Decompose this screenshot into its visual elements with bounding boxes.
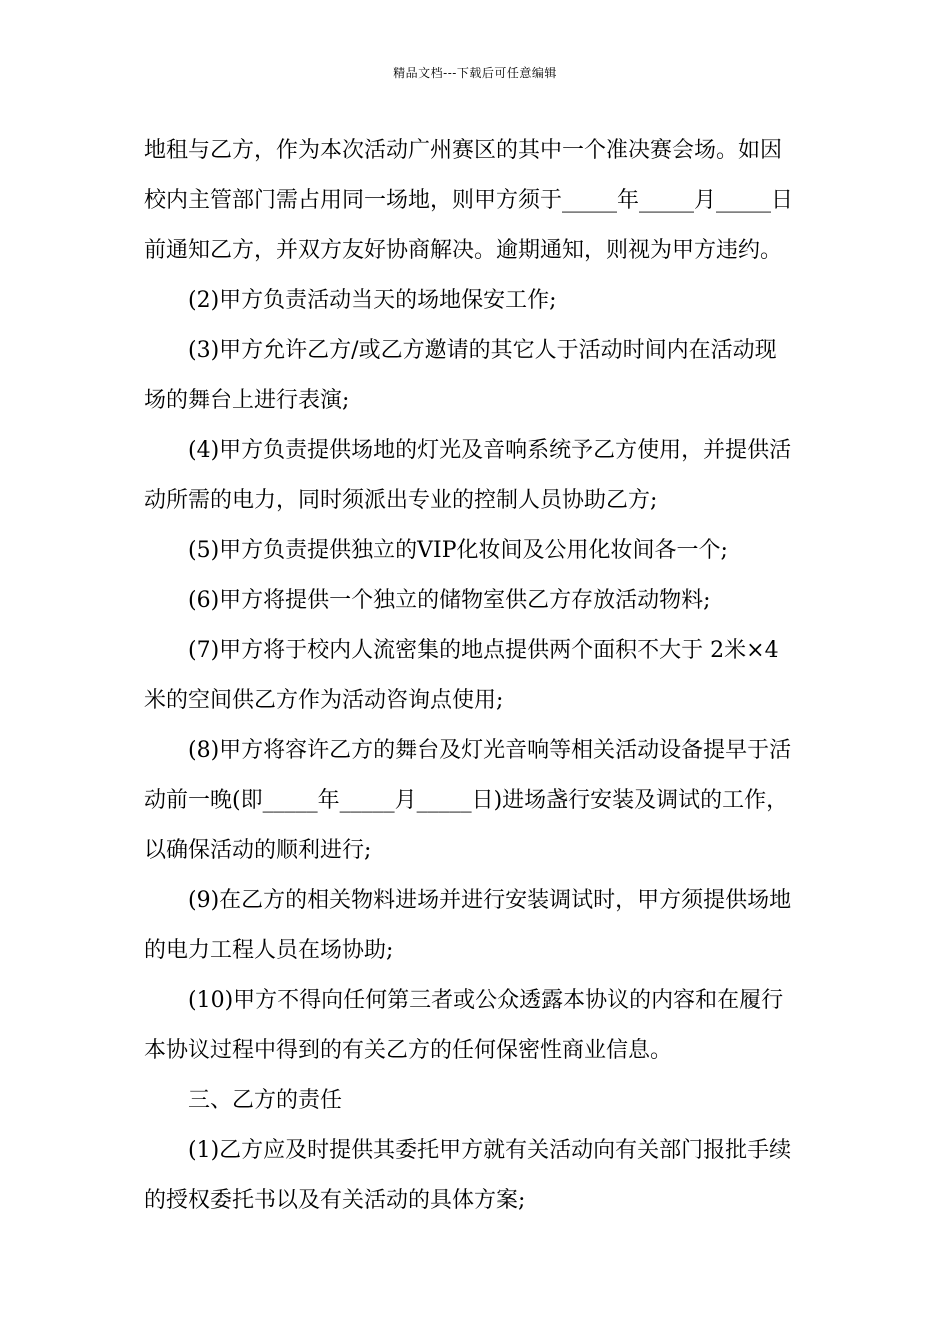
- clause-2-line-1: (2)甲方负责活动当天的场地保安工作;: [188, 288, 557, 313]
- clause-3-line-1: (3)甲方允许乙方/或乙方邀请的其它人于活动时间内在活动现: [188, 338, 777, 363]
- party-b-clause-1-line-2: 的授权委托书以及有关活动的具体方案;: [144, 1188, 526, 1213]
- text-line-2: 校内主管部门需占用同一场地，则甲方须于_____年_____月_____日: [144, 188, 794, 213]
- clause-6-line-1: (6)甲方将提供一个独立的储物室供乙方存放活动物料;: [188, 588, 711, 613]
- clause-8-line-2: 动前一晚(即_____年_____月_____日)进场盏行安装及调试的工作，: [144, 788, 789, 813]
- body-text: [144, 126, 806, 1226]
- clause-9-line-1: (9)在乙方的相关物料进场并进行安装调试时，甲方须提供场地: [188, 888, 792, 913]
- clause-9-line-2: 的电力工程人员在场协助;: [144, 938, 394, 963]
- text-line-1: 地租与乙方，作为本次活动广州赛区的其中一个准决赛会场。如因: [144, 138, 783, 163]
- clause-7-line-2: 米的空间供乙方作为活动咨询点使用;: [144, 688, 504, 713]
- clause-4-line-2: 动所需的电力，同时须派出专业的控制人员协助乙方;: [144, 488, 658, 513]
- clause-8-line-3: 以确保活动的顺利进行;: [144, 838, 372, 863]
- clause-10-line-1: (10)甲方不得向任何第三者或公众透露本协议的内容和在履行: [188, 988, 784, 1013]
- clause-7-line-1: (7)甲方将于校内人流密集的地点提供两个面积不大于 2米×4: [188, 638, 779, 663]
- text-line-3: 前通知乙方，并双方友好协商解决。逾期通知，则视为甲方违约。: [144, 238, 783, 263]
- page-header: 精品文档---下载后可任意编辑: [393, 66, 557, 80]
- party-b-clause-1-line-1: (1)乙方应及时提供其委托甲方就有关活动向有关部门报批手续: [188, 1138, 792, 1163]
- clause-4-line-1: (4)甲方负责提供场地的灯光及音响系统予乙方使用，并提供活: [188, 438, 792, 463]
- clause-10-line-2: 本协议过程中得到的有关乙方的任何保密性商业信息。: [144, 1038, 673, 1063]
- clause-3-line-2: 场的舞台上进行表演;: [144, 388, 350, 413]
- section-heading: 三、乙方的责任: [188, 1088, 343, 1113]
- clause-8-line-1: (8)甲方将容许乙方的舞台及灯光音响等相关活动设备提早于活: [188, 738, 792, 763]
- clause-5-line-1: (5)甲方负责提供独立的VIP化妆间及公用化妆间各一个;: [188, 538, 728, 563]
